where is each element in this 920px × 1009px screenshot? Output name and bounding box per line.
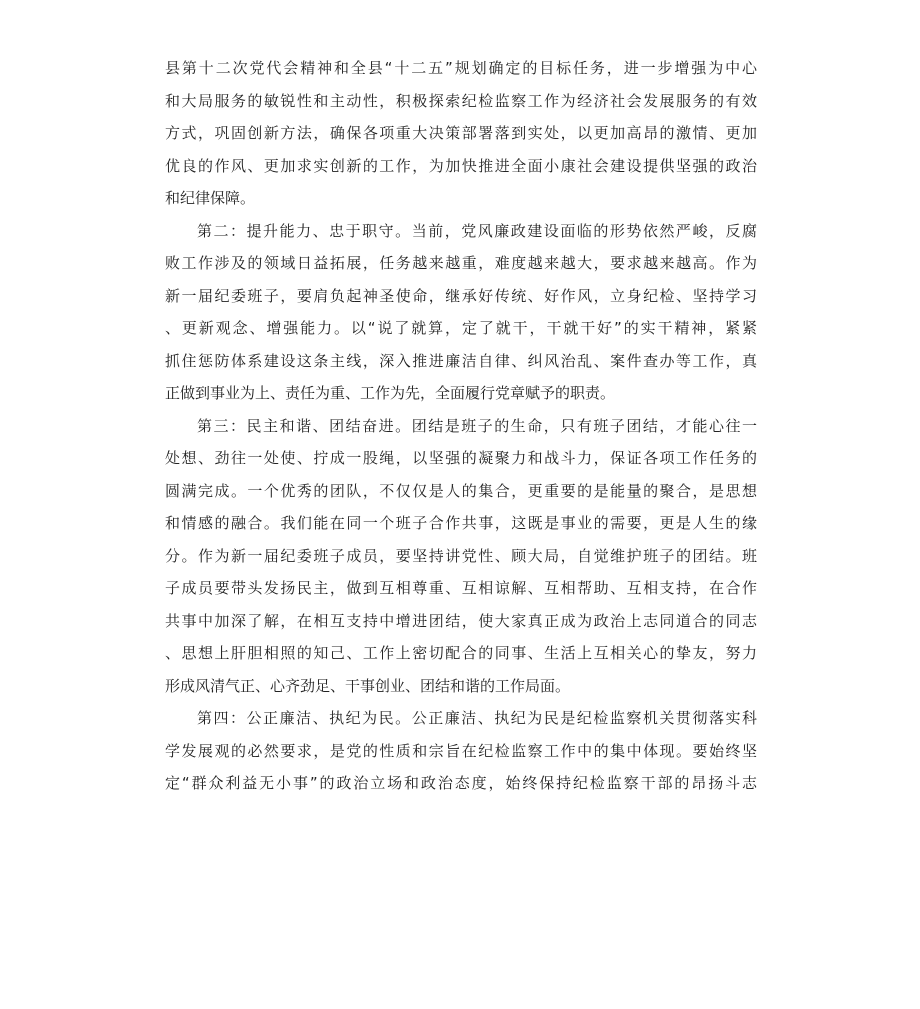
text-line: 第三：民主和谐、团结奋进。团结是班子的生命，只有班子团结，才能心往一 [197, 416, 757, 435]
text-line: 和情感的融合。我们能在同一个班子合作共事，这既是事业的需要，更是人生的缘 [165, 514, 757, 532]
text-line: 分。作为新一届纪委班子成员，要坚持讲党性、顾大局，自觉维护班子的团结。班 [165, 546, 757, 565]
text-line: 优良的作风、更加求实创新的工作，为加快推进全面小康社会建设提供坚强的政治 [165, 156, 757, 175]
text-line: 新一届纪委班子，要肩负起神圣使命，继承好传统、好作风，立身纪检、坚持学习 [165, 286, 757, 305]
text-line: 子成员要带头发扬民主，做到互相尊重、互相谅解、互相帮助、互相支持，在合作 [165, 579, 757, 597]
text-line: 败工作涉及的领域日益拓展，任务越来越重，难度越来越大，要求越来越高。作为 [165, 254, 757, 272]
text-line: 学发展观的必然要求，是党的性质和宗旨在纪检监察工作中的集中体现。要始终坚 [165, 741, 757, 760]
text-line: 共事中加深了解，在相互支持中增进团结，使大家真正成为政治上志同道合的同志 [165, 611, 757, 630]
text-line: 正做到事业为上、责任为重、工作为先，全面履行党章赋予的职责。 [165, 384, 616, 402]
text-line: 形成风清气正、心齐劲足、干事创业、团结和谐的工作局面。 [165, 676, 571, 695]
text-line: 和纪律保障。 [165, 189, 256, 207]
text-line: 圆满完成。一个优秀的团队，不仅仅是人的集合，更重要的是能量的聚合，是思想 [165, 481, 757, 500]
text-line: 抓住惩防体系建设这条主线，深入推进廉洁自律、纠风治乱、案件查办等工作，真 [165, 351, 757, 370]
text-line: 处想、劲往一处使、拧成一股绳，以坚强的凝聚力和战斗力，保证各项工作任务的 [165, 449, 757, 467]
text-line: 和大局服务的敏锐性和主动性，积极探索纪检监察工作为经济社会发展服务的有效 [165, 91, 757, 110]
text-line: 、思想上肝胆相照的知己、工作上密切配合的同事、生活上互相关心的挚友，努力 [165, 644, 757, 662]
text-line: 第四：公正廉洁、执纪为民。公正廉洁、执纪为民是纪检监察机关贯彻落实科 [197, 709, 757, 727]
text-line: 县第十二次党代会精神和全县“十二五”规划确定的目标任务，进一步增强为中心 [165, 59, 757, 77]
text-line: 、更新观念、增强能力。以“说了就算，定了就干，干就干好”的实干精神，紧紧 [165, 319, 757, 337]
text-line: 第二：提升能力、忠于职守。当前，党风廉政建设面临的形势依然严峻，反腐 [197, 221, 757, 240]
text-line: 方式，巩固创新方法，确保各项重大决策部署落到实处，以更加高昂的激情、更加 [165, 124, 757, 142]
text-line: 定“群众利益无小事”的政治立场和政治态度，始终保持纪检监察干部的昂扬斗志 [165, 774, 757, 792]
document-body [165, 52, 757, 800]
